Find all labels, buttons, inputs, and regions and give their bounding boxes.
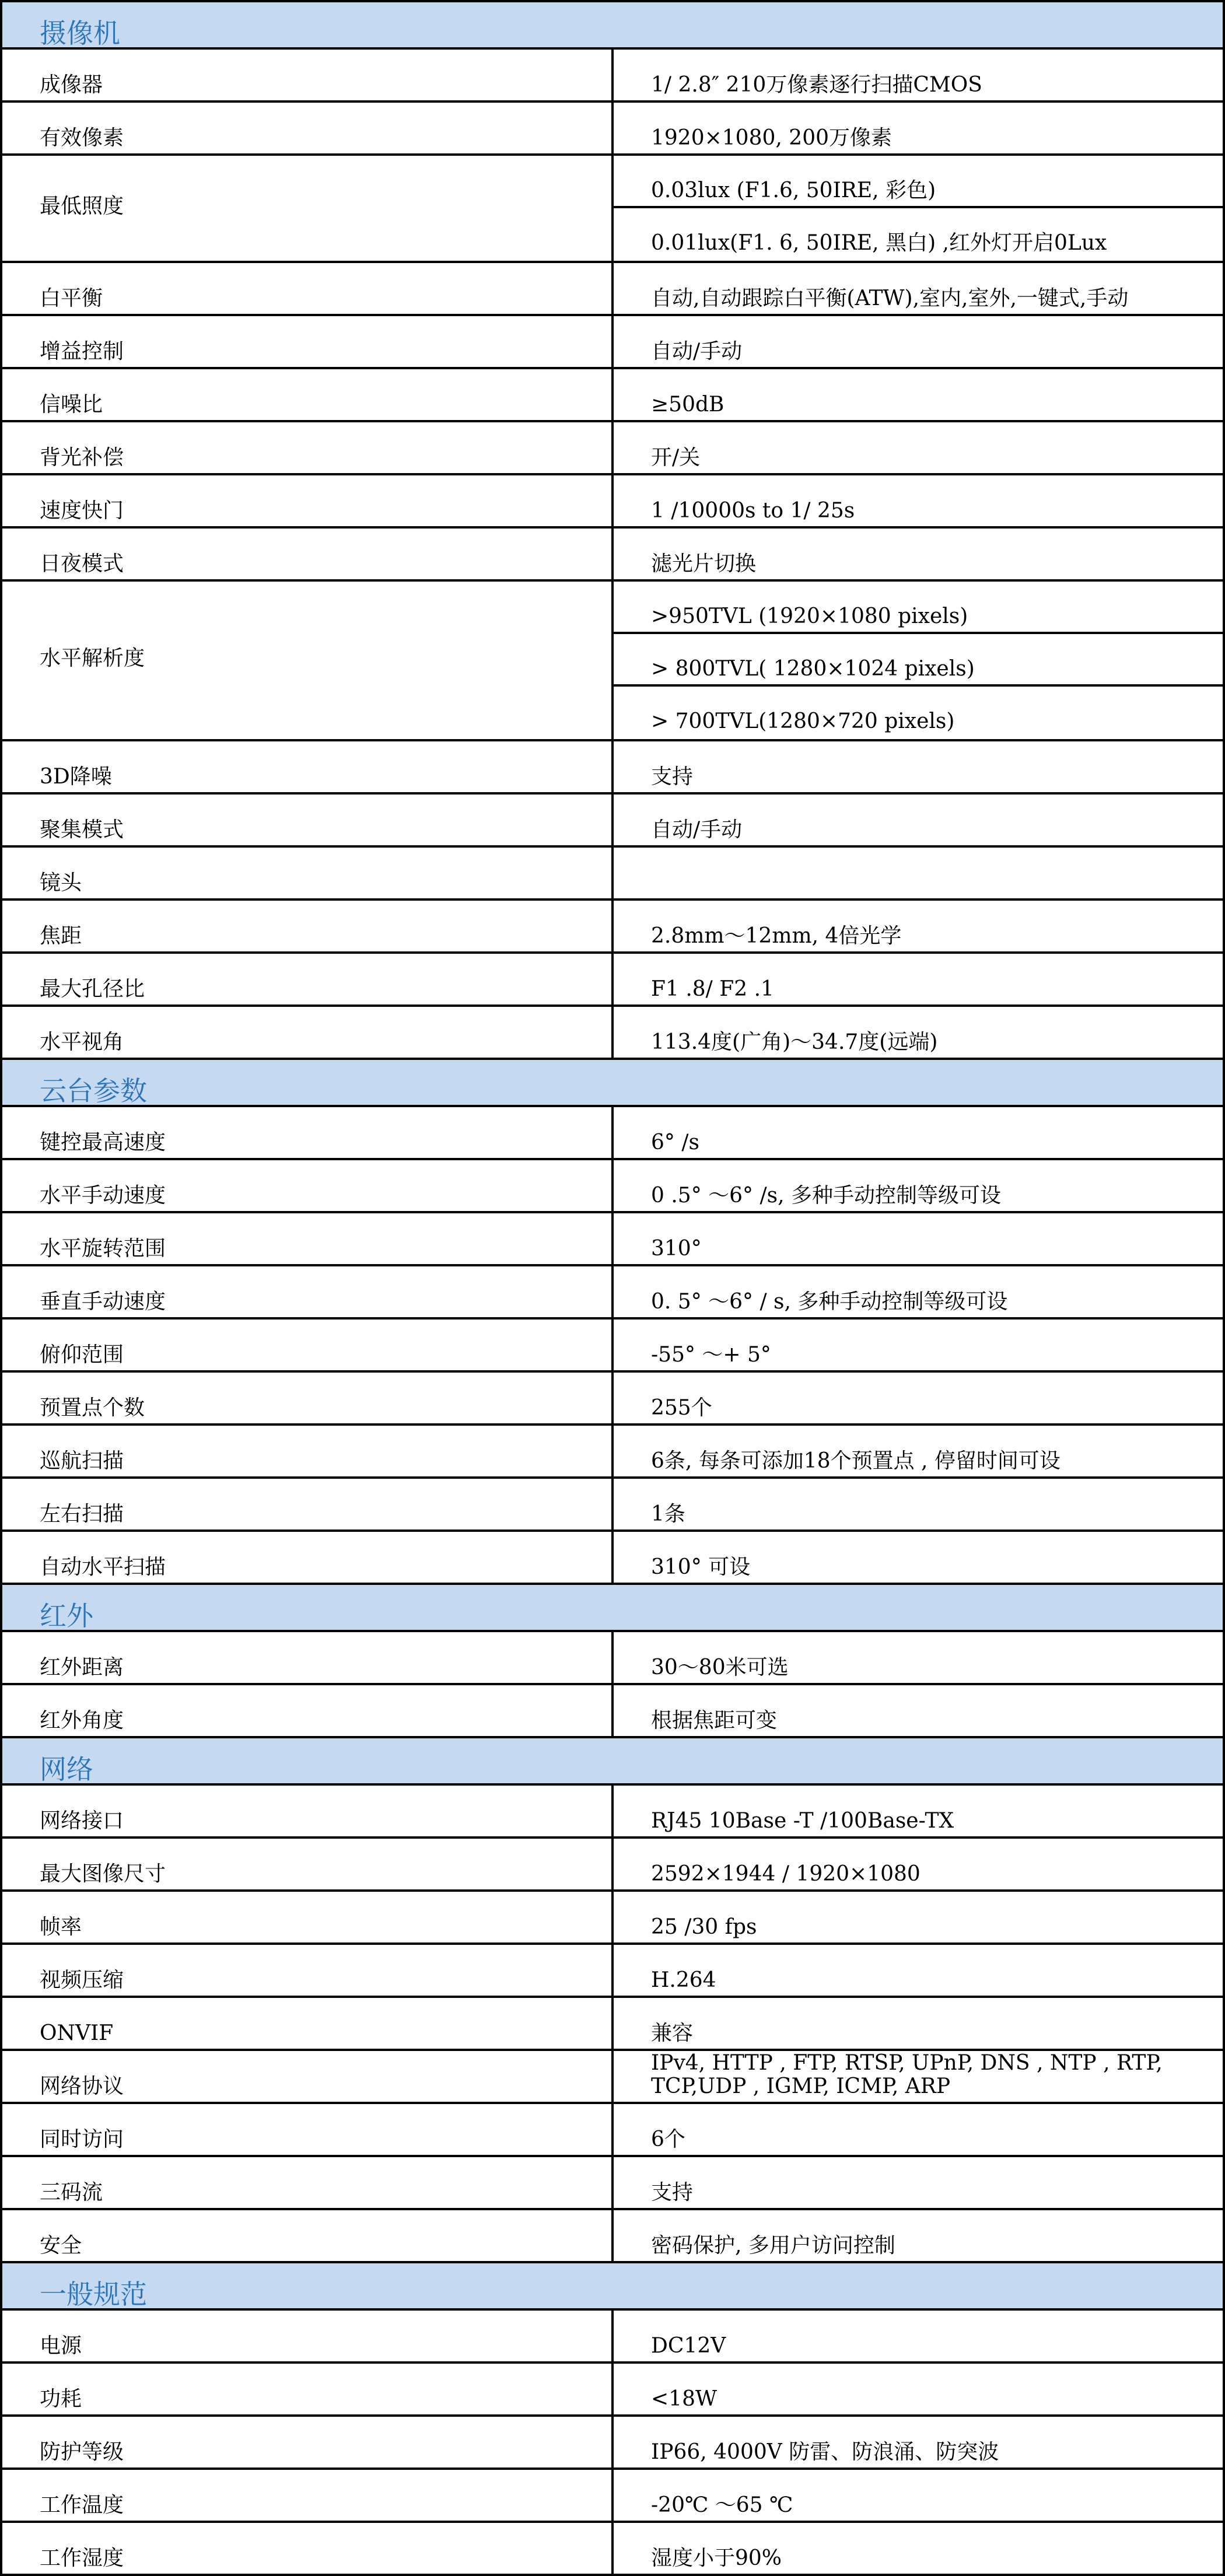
spec-value-cell (612, 48, 1224, 102)
spec-row (1, 1478, 1224, 1531)
spec-label: 3D降噪 (1, 740, 612, 793)
spec-value-cell (612, 527, 1224, 580)
spec-value-cell (612, 953, 1224, 1006)
spec-value: 2.8mm～12mm, 4倍光学 (651, 924, 902, 948)
spec-value: 湿度小于90% (651, 2546, 782, 2570)
spec-row (1, 262, 1224, 315)
spec-value-cell (612, 2156, 1224, 2209)
spec-label: 成像器 (1, 48, 612, 102)
section-title: 网络 (1, 1737, 1224, 1784)
spec-row (1, 368, 1224, 421)
spec-label: 镜头 (1, 846, 612, 900)
spec-value-cell (612, 1684, 1224, 1737)
spec-value-cell (612, 2050, 1224, 2103)
spec-value: 1 /10000s to 1/ 25s (651, 499, 855, 523)
spec-value-cell (612, 262, 1224, 315)
spec-row (1, 2522, 1224, 2575)
spec-label: 左右扫描 (1, 1478, 612, 1531)
spec-row (1, 1212, 1224, 1265)
spec-row (1, 2156, 1224, 2209)
spec-value-cell (612, 1318, 1224, 1371)
spec-row (1, 793, 1224, 846)
spec-value: 支持 (651, 765, 694, 789)
spec-label: 预置点个数 (1, 1371, 612, 1424)
spec-label: 日夜模式 (1, 527, 612, 580)
spec-value: -55° ～+ 5° (651, 1343, 771, 1367)
spec-value-cell (612, 155, 1224, 262)
spec-value: 6条, 每条可添加18个预置点 , 停留时间可设 (651, 1449, 1060, 1473)
spec-row (1, 1371, 1224, 1424)
spec-row (1, 1265, 1224, 1318)
spec-label: 帧率 (1, 1891, 612, 1944)
spec-value-cell (612, 102, 1224, 155)
spec-row (1, 102, 1224, 155)
spec-value: 支持 (651, 2180, 694, 2204)
spec-row (1, 1424, 1224, 1478)
spec-value-cell (612, 474, 1224, 527)
spec-value-cell (612, 1106, 1224, 1159)
spec-label: 视频压缩 (1, 1944, 612, 1997)
spec-value-cell (612, 1159, 1224, 1212)
spec-value: 310° (651, 1237, 702, 1261)
spec-label: 功耗 (1, 2362, 612, 2416)
section-title: 云台参数 (1, 1059, 1224, 1106)
spec-value-cell (612, 1784, 1224, 1838)
spec-value-cell (612, 1531, 1224, 1584)
spec-value-cell (612, 1997, 1224, 2050)
spec-value: DC12V (651, 2334, 726, 2358)
spec-value-cell (612, 2522, 1224, 2575)
spec-label: ONVIF (1, 1997, 612, 2050)
spec-value: 2592×1944 / 1920×1080 (651, 1862, 921, 1886)
spec-label: 网络接口 (1, 1784, 612, 1838)
section-title: 红外 (1, 1584, 1224, 1631)
spec-row (1, 315, 1224, 368)
spec-value: 30～80米可选 (651, 1656, 789, 1679)
spec-label: 键控最高速度 (1, 1106, 612, 1159)
spec-value-cell (612, 1891, 1224, 1944)
spec-label: 三码流 (1, 2156, 612, 2209)
spec-label: 信噪比 (1, 368, 612, 421)
spec-value: 25 /30 fps (651, 1915, 757, 1939)
spec-label: 水平解析度 (1, 580, 612, 740)
spec-value: 滤光片切换 (651, 552, 757, 576)
spec-value: RJ45 10Base -T /100Base-TX (651, 1809, 954, 1833)
spec-label: 工作湿度 (1, 2522, 612, 2575)
spec-label: 增益控制 (1, 315, 612, 368)
spec-label: 巡航扫描 (1, 1424, 612, 1478)
spec-row (1, 474, 1224, 527)
spec-row (1, 1006, 1224, 1059)
spec-value-cell (612, 1838, 1224, 1891)
section-header-row (1, 1584, 1224, 1631)
spec-value-cell (612, 1212, 1224, 1265)
spec-row (1, 2209, 1224, 2262)
spec-value: IPv4, HTTP , FTP, RTSP, UPnP, DNS , NTP , RTP, TCP,UDP , IGMP, ICMP, ARP (651, 2051, 1163, 2098)
spec-label: 背光补偿 (1, 421, 612, 474)
spec-row (1, 846, 1224, 900)
spec-value: 1920×1080, 200万像素 (651, 126, 892, 150)
spec-label: 聚集模式 (1, 793, 612, 846)
spec-row (1, 953, 1224, 1006)
spec-value: -20℃ ～65 ℃ (651, 2493, 793, 2517)
section-title: 一般规范 (1, 2262, 1224, 2309)
spec-label: 水平旋转范围 (1, 1212, 612, 1265)
spec-row (1, 1159, 1224, 1212)
spec-value: 255个 (651, 1396, 712, 1420)
spec-value: > 700TVL(1280×720 pixels) (651, 709, 955, 733)
spec-value-cell (612, 1944, 1224, 1997)
spec-value-cell (612, 1006, 1224, 1059)
spec-value: ≥50dB (651, 393, 724, 416)
spec-label: 电源 (1, 2309, 612, 2362)
spec-value: 310° 可设 (651, 1555, 751, 1579)
spec-table-body (1, 1, 1224, 2575)
spec-value-cell (612, 740, 1224, 793)
spec-row (1, 2050, 1224, 2103)
section-header-row (1, 2262, 1224, 2309)
spec-value: 0.01lux(F1. 6, 50IRE, 黑白) ,红外灯开启0Lux (651, 231, 1107, 255)
spec-row (1, 2416, 1224, 2469)
spec-value: F1 .8/ F2 .1 (651, 977, 774, 1001)
spec-row (1, 2469, 1224, 2522)
spec-row (1, 2309, 1224, 2362)
spec-value: 开/关 (651, 446, 701, 470)
spec-value: 0.03lux (F1.6, 50IRE, 彩色) (614, 156, 1223, 208)
spec-label: 焦距 (1, 900, 612, 953)
spec-value: <18W (651, 2387, 717, 2411)
spec-row (1, 155, 1224, 262)
spec-value-cell (612, 1265, 1224, 1318)
spec-value: 自动,自动跟踪白平衡(ATW),室内,室外,一键式,手动 (651, 286, 1129, 310)
spec-label: 网络协议 (1, 2050, 612, 2103)
section-header-row (1, 1737, 1224, 1784)
spec-row (1, 1631, 1224, 1684)
spec-row (1, 421, 1224, 474)
spec-value: IP66, 4000V 防雷、防浪涌、防突波 (651, 2440, 999, 2464)
spec-value-cell (612, 2362, 1224, 2416)
spec-row (1, 1944, 1224, 1997)
spec-value-cell (612, 421, 1224, 474)
spec-value-cell (612, 2209, 1224, 2262)
spec-value: 0 .5° ～6° /s, 多种手动控制等级可设 (651, 1184, 1001, 1208)
spec-row (1, 900, 1224, 953)
spec-value-cell (612, 315, 1224, 368)
spec-value: 自动/手动 (651, 818, 743, 842)
spec-label: 安全 (1, 2209, 612, 2262)
spec-value-cell (612, 846, 1224, 900)
spec-row (1, 1106, 1224, 1159)
spec-row (1, 48, 1224, 102)
spec-label: 工作温度 (1, 2469, 612, 2522)
spec-label: 速度快门 (1, 474, 612, 527)
spec-row (1, 1684, 1224, 1737)
spec-value-cell (612, 368, 1224, 421)
section-header-row (1, 1059, 1224, 1106)
spec-value: 6个 (651, 2127, 685, 2151)
spec-value-cell (612, 580, 1224, 740)
spec-row (1, 1784, 1224, 1838)
spec-label: 白平衡 (1, 262, 612, 315)
spec-row (1, 1997, 1224, 2050)
section-header-row (1, 1, 1224, 48)
spec-row (1, 1891, 1224, 1944)
spec-value-cell (612, 1371, 1224, 1424)
spec-value-cell (612, 793, 1224, 846)
spec-value: 6° /s (651, 1130, 699, 1154)
spec-label: 俯仰范围 (1, 1318, 612, 1371)
spec-label: 最大图像尺寸 (1, 1838, 612, 1891)
spec-label: 同时访问 (1, 2103, 612, 2156)
spec-label: 红外距离 (1, 1631, 612, 1684)
section-title: 摄像机 (1, 1, 1224, 48)
spec-value-cell (612, 900, 1224, 953)
spec-row (1, 2362, 1224, 2416)
spec-label: 垂直手动速度 (1, 1265, 612, 1318)
spec-value: 兼容 (651, 2021, 694, 2045)
spec-label: 最低照度 (1, 155, 612, 262)
spec-value-cell (612, 2309, 1224, 2362)
spec-label: 自动水平扫描 (1, 1531, 612, 1584)
spec-value-cell (612, 1478, 1224, 1531)
spec-value: 0. 5° ～6° / s, 多种手动控制等级可设 (651, 1290, 1008, 1314)
spec-value-cell (612, 2103, 1224, 2156)
spec-row (1, 527, 1224, 580)
spec-value: 1条 (651, 1502, 685, 1526)
spec-value: 根据焦距可变 (651, 1709, 778, 1732)
spec-value-cell (612, 2469, 1224, 2522)
spec-value: 1/ 2.8″ 210万像素逐行扫描CMOS (651, 73, 982, 97)
spec-label: 水平视角 (1, 1006, 612, 1059)
spec-value: 113.4度(广角)～34.7度(远端) (651, 1030, 938, 1054)
spec-value-cell (612, 2416, 1224, 2469)
spec-value: H.264 (651, 1968, 716, 1992)
spec-row (1, 1318, 1224, 1371)
spec-row (1, 740, 1224, 793)
spec-value: > 800TVL( 1280×1024 pixels) (614, 634, 1223, 687)
spec-label: 水平手动速度 (1, 1159, 612, 1212)
spec-label: 有效像素 (1, 102, 612, 155)
spec-value: 密码保护, 多用户访问控制 (651, 2234, 895, 2258)
spec-row (1, 1531, 1224, 1584)
spec-row (1, 1838, 1224, 1891)
spec-row (1, 580, 1224, 740)
spec-label: 红外角度 (1, 1684, 612, 1737)
spec-value: >950TVL (1920×1080 pixels) (614, 582, 1223, 634)
spec-label: 最大孔径比 (1, 953, 612, 1006)
spec-value-cell (612, 1424, 1224, 1478)
spec-value: 自动/手动 (651, 340, 743, 363)
spec-label: 防护等级 (1, 2416, 612, 2469)
spec-row (1, 2103, 1224, 2156)
spec-value-cell (612, 1631, 1224, 1684)
